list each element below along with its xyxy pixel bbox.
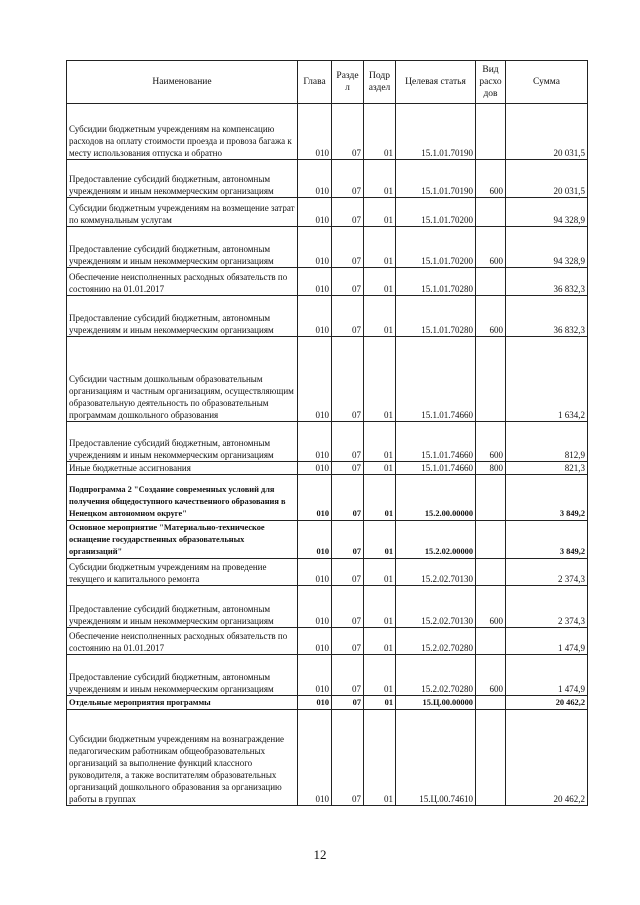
- row-razdel: 07: [332, 422, 364, 462]
- row-vid: 600: [476, 227, 506, 268]
- row-sum: 94 328,9: [506, 198, 588, 227]
- row-target: 15.1.01.74660: [396, 462, 476, 475]
- table-row: [67, 296, 588, 337]
- row-podrazdel: 01: [364, 160, 396, 198]
- row-razdel: 07: [332, 268, 364, 296]
- row-sum: 20 031,5: [506, 160, 588, 198]
- row-vid: [476, 198, 506, 227]
- row-glava: 010: [298, 160, 332, 198]
- row-sum: 3 849,2: [506, 521, 588, 559]
- row-sum: 1 474,9: [506, 628, 588, 655]
- row-vid: [476, 696, 506, 710]
- table-row-main-measure: [67, 521, 588, 559]
- row-name: Предоставление субсидий бюджетным, автономным учреждениям и иным некоммерческим организациям: [67, 160, 298, 198]
- row-vid: 600: [476, 655, 506, 696]
- row-podrazdel: 01: [364, 422, 396, 462]
- row-sum: 20 031,5: [506, 104, 588, 160]
- row-razdel: 07: [332, 160, 364, 198]
- row-podrazdel: 01: [364, 521, 396, 559]
- row-target: 15.2.02.70130: [396, 559, 476, 586]
- row-name: Предоставление субсидий бюджетным, автономным учреждениям и иным некоммерческим организациям: [67, 227, 298, 268]
- table-row-subprogram: [67, 475, 588, 521]
- row-vid: [476, 521, 506, 559]
- table-row: [67, 337, 588, 422]
- row-vid: [476, 268, 506, 296]
- row-sum: 20 462,2: [506, 696, 588, 710]
- row-razdel: 07: [332, 475, 364, 521]
- row-podrazdel: 01: [364, 628, 396, 655]
- row-razdel: 07: [332, 710, 364, 806]
- row-name: Обеспечение неисполненных расходных обязательств по состоянию на 01.01.2017: [67, 268, 298, 296]
- table-row: [67, 104, 588, 160]
- row-target: 15.1.01.74660: [396, 337, 476, 422]
- row-name: Предоставление субсидий бюджетным, автономным учреждениям и иным некоммерческим организациям: [67, 422, 298, 462]
- row-razdel: 07: [332, 628, 364, 655]
- row-target: 15.1.01.74660: [396, 422, 476, 462]
- row-name: Субсидии бюджетным учреждениям на вознаграждение педагогическим работникам общеобразовательных организаций за выполнение функций классного руководителя, а также воспитателям образовательных организаций дошкольного образования за организацию работы в группах: [67, 710, 298, 806]
- row-razdel: 07: [332, 521, 364, 559]
- row-target: 15.2.02.70280: [396, 655, 476, 696]
- table-row: [67, 655, 588, 696]
- col-header-razdel: Разде л: [332, 61, 364, 104]
- header-row: [67, 61, 588, 104]
- row-glava: 010: [298, 559, 332, 586]
- row-target: 15.2.02.00000: [396, 521, 476, 559]
- row-name: Иные бюджетные ассигнования: [67, 462, 298, 475]
- row-vid: 600: [476, 296, 506, 337]
- row-razdel: 07: [332, 296, 364, 337]
- row-target: 15.1.01.70190: [396, 160, 476, 198]
- row-vid: [476, 559, 506, 586]
- row-razdel: 07: [332, 586, 364, 628]
- row-vid: [476, 104, 506, 160]
- row-sum: 36 832,3: [506, 268, 588, 296]
- row-name: Предоставление субсидий бюджетным, автономным учреждениям и иным некоммерческим организациям: [67, 296, 298, 337]
- row-name: Обеспечение неисполненных расходных обязательств по состоянию на 01.01.2017: [67, 628, 298, 655]
- row-vid: [476, 628, 506, 655]
- row-glava: 010: [298, 586, 332, 628]
- row-razdel: 07: [332, 104, 364, 160]
- row-sum: 821,3: [506, 462, 588, 475]
- row-podrazdel: 01: [364, 268, 396, 296]
- row-glava: 010: [298, 198, 332, 227]
- row-glava: 010: [298, 696, 332, 710]
- col-header-name: Наименование: [67, 61, 298, 104]
- row-razdel: 07: [332, 559, 364, 586]
- row-name: Предоставление субсидий бюджетным, автономным учреждениям и иным некоммерческим организациям: [67, 586, 298, 628]
- table-row: [67, 710, 588, 806]
- row-glava: 010: [298, 462, 332, 475]
- row-glava: 010: [298, 337, 332, 422]
- row-podrazdel: 01: [364, 337, 396, 422]
- row-vid: 800: [476, 462, 506, 475]
- row-podrazdel: 01: [364, 559, 396, 586]
- row-razdel: 07: [332, 198, 364, 227]
- row-name: Основное мероприятие "Материально-техническое оснащение государственных образовательных организаций": [67, 521, 298, 559]
- row-podrazdel: 01: [364, 586, 396, 628]
- row-glava: 010: [298, 268, 332, 296]
- row-glava: 010: [298, 521, 332, 559]
- row-name: Субсидии бюджетным учреждениям на компенсацию расходов на оплату стоимости проезда и провоза багажа к месту использования отпуска и обратно: [67, 104, 298, 160]
- row-glava: 010: [298, 710, 332, 806]
- row-sum: 1 634,2: [506, 337, 588, 422]
- row-sum: 1 474,9: [506, 655, 588, 696]
- table-row: [67, 160, 588, 198]
- row-glava: 010: [298, 296, 332, 337]
- row-podrazdel: 01: [364, 296, 396, 337]
- row-vid: [476, 475, 506, 521]
- table-row: [67, 462, 588, 475]
- table-row: [67, 586, 588, 628]
- row-podrazdel: 01: [364, 710, 396, 806]
- row-glava: 010: [298, 104, 332, 160]
- table-row: [67, 559, 588, 586]
- row-name: Субсидии бюджетным учреждениям на проведение текущего и капитального ремонта: [67, 559, 298, 586]
- row-target: 15.2.02.70130: [396, 586, 476, 628]
- row-razdel: 07: [332, 227, 364, 268]
- col-header-sum: Сумма: [506, 61, 588, 104]
- row-target: 15.1.01.70280: [396, 296, 476, 337]
- row-sum: 20 462,2: [506, 710, 588, 806]
- row-vid: [476, 337, 506, 422]
- row-glava: 010: [298, 628, 332, 655]
- row-target: 15.1.01.70200: [396, 198, 476, 227]
- table-row: [67, 227, 588, 268]
- row-podrazdel: 01: [364, 655, 396, 696]
- row-podrazdel: 01: [364, 227, 396, 268]
- table-row-separate-measures: [67, 696, 588, 710]
- row-sum: 94 328,9: [506, 227, 588, 268]
- row-name: Предоставление субсидий бюджетным, автономным учреждениям и иным некоммерческим организациям: [67, 655, 298, 696]
- col-header-target: Целевая статья: [396, 61, 476, 104]
- row-podrazdel: 01: [364, 696, 396, 710]
- row-target: 15.2.00.00000: [396, 475, 476, 521]
- row-glava: 010: [298, 475, 332, 521]
- table-row: [67, 268, 588, 296]
- row-sum: 2 374,3: [506, 586, 588, 628]
- table-row: [67, 198, 588, 227]
- row-glava: 010: [298, 655, 332, 696]
- row-podrazdel: 01: [364, 104, 396, 160]
- row-target: 15.Ц.00.00000: [396, 696, 476, 710]
- table-row: [67, 628, 588, 655]
- row-sum: 812,9: [506, 422, 588, 462]
- row-target: 15.Ц.00.74610: [396, 710, 476, 806]
- row-glava: 010: [298, 422, 332, 462]
- row-sum: 3 849,2: [506, 475, 588, 521]
- row-vid: 600: [476, 586, 506, 628]
- row-razdel: 07: [332, 696, 364, 710]
- row-vid: [476, 710, 506, 806]
- row-podrazdel: 01: [364, 198, 396, 227]
- row-glava: 010: [298, 227, 332, 268]
- row-name: Отдельные мероприятия программы: [67, 696, 298, 710]
- budget-table: [66, 60, 588, 806]
- row-razdel: 07: [332, 462, 364, 475]
- row-target: 15.2.02.70280: [396, 628, 476, 655]
- col-header-glava: Глава: [298, 61, 332, 104]
- row-target: 15.1.01.70190: [396, 104, 476, 160]
- row-razdel: 07: [332, 337, 364, 422]
- row-name: Субсидии частным дошкольным образовательным организациям и частным организациям, осуществляющим образовательную деятельность по образовательным программам дошкольного образования: [67, 337, 298, 422]
- page-number: 12: [313, 847, 327, 862]
- row-target: 15.1.01.70200: [396, 227, 476, 268]
- row-podrazdel: 01: [364, 475, 396, 521]
- row-vid: 600: [476, 422, 506, 462]
- row-podrazdel: 01: [364, 462, 396, 475]
- row-razdel: 07: [332, 655, 364, 696]
- row-vid: 600: [476, 160, 506, 198]
- col-header-podrazdel: Подр аздел: [364, 61, 396, 104]
- col-header-vid: Вид расхо дов: [476, 61, 506, 104]
- row-sum: 36 832,3: [506, 296, 588, 337]
- row-target: 15.1.01.70280: [396, 268, 476, 296]
- row-name: Субсидии бюджетным учреждениям на возмещение затрат по коммунальным услугам: [67, 198, 298, 227]
- table-row: [67, 422, 588, 462]
- row-name: Подпрограмма 2 "Создание современных условий для получения общедоступного качественного образования в Ненецком автономном округе": [67, 475, 298, 521]
- row-sum: 2 374,3: [506, 559, 588, 586]
